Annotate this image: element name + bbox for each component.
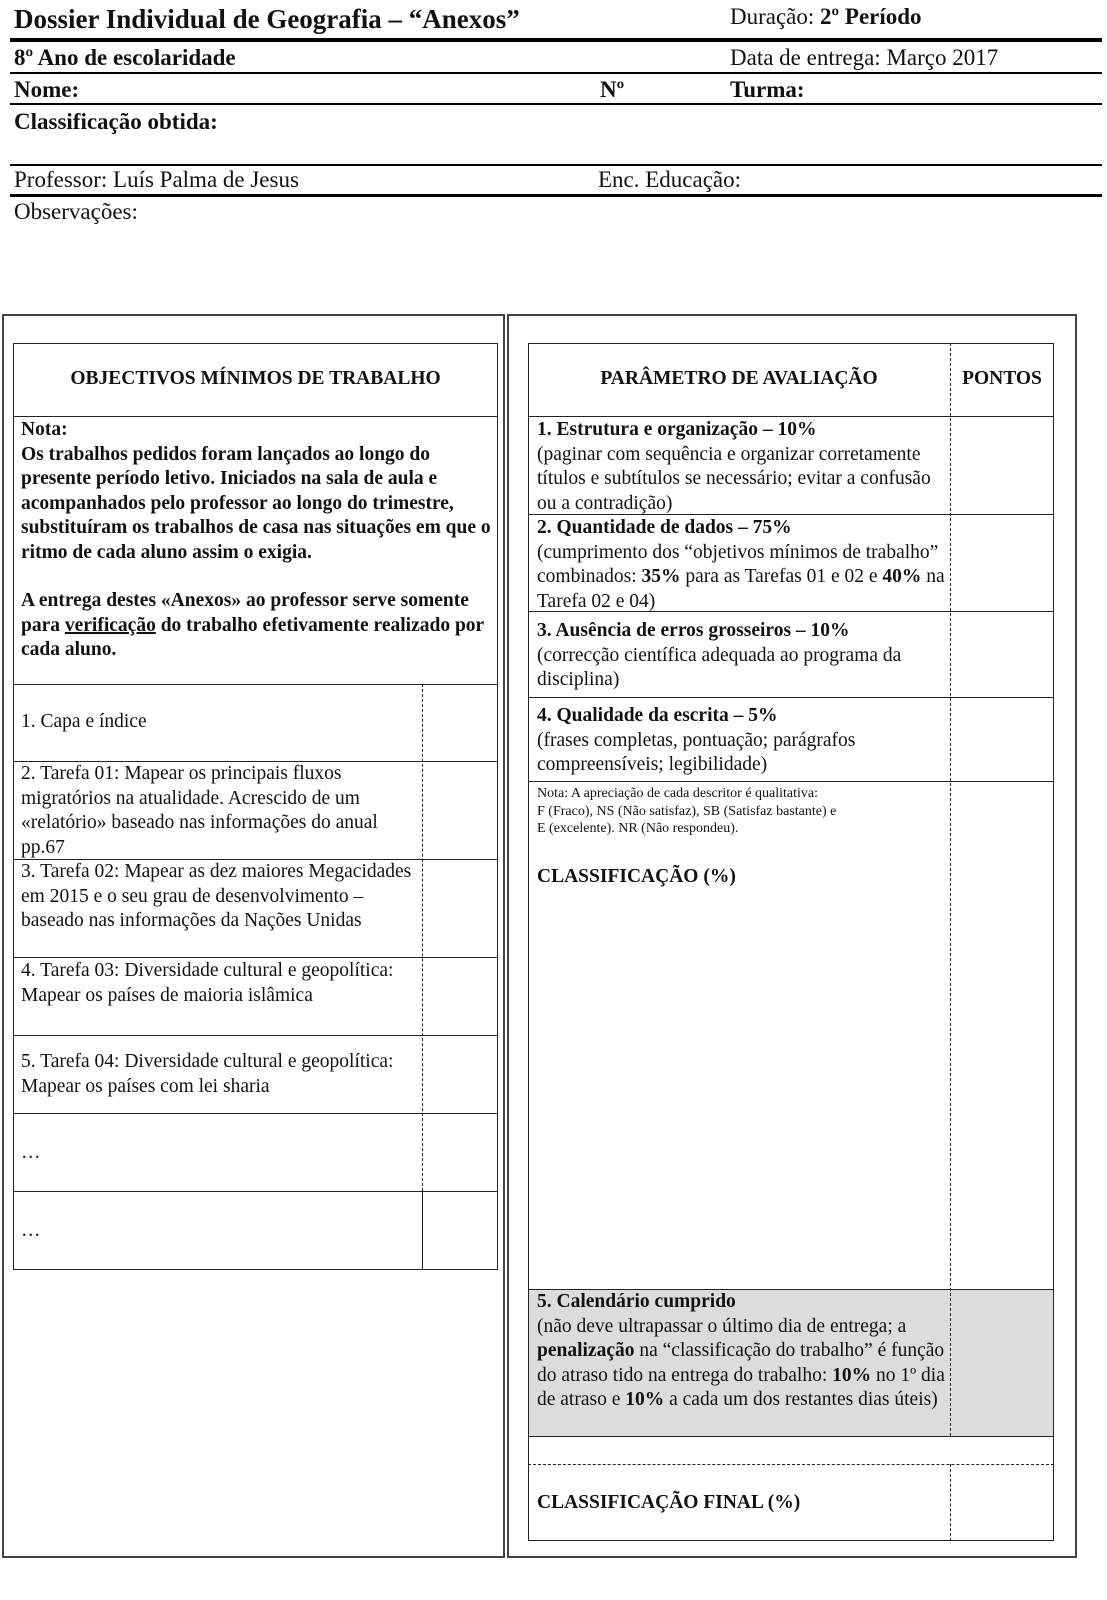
note-paragraph: Os trabalhos pedidos foram lançados ao longo do presente período letivo. Iniciados na sala de aula e acompanhados pelo professor ao longo do trimestre, substituíram os trabalhos de casa nas situações em que o ritmo de cada aluno assim o exigia.	[21, 443, 491, 563]
criterion-5	[537, 1290, 945, 1413]
note-line: Nota: A apreciação de cada descritor é qualitativa:	[537, 786, 819, 801]
list-item: 3. Tarefa 02: Mapear as dez maiores Megacidades em 2015 e o seu grau de desenvolvimento – baseado nas informações da Nações Unidas	[21, 861, 412, 931]
due-date: Data de entrega: Março 2017	[730, 45, 999, 70]
row-divider	[528, 611, 1054, 612]
row-divider	[13, 1113, 498, 1114]
note-title: Nota:	[21, 419, 68, 440]
criterion-text: para as Tarefas 01 e 02 e	[680, 566, 883, 587]
name-field-label: Nome:	[14, 77, 80, 102]
criterion-percent: 10%	[832, 1364, 872, 1386]
class-field-label: Turma:	[730, 77, 805, 102]
criterion-3	[537, 619, 945, 693]
row-divider	[528, 416, 1054, 417]
duration	[730, 4, 922, 30]
criterion-percent: 10%	[625, 1389, 665, 1410]
school-year: 8º Ano de escolaridade	[14, 45, 236, 70]
points-column-divider	[950, 1464, 951, 1541]
note-underlined-word: verificação	[64, 614, 156, 636]
final-classification-label: CLASSIFICAÇÃO FINAL (%)	[537, 1492, 801, 1513]
row-divider	[13, 1035, 498, 1036]
divider	[10, 194, 1102, 197]
row-divider	[528, 514, 1054, 515]
teacher-name: Professor: Luís Palma de Jesus	[14, 167, 299, 192]
criterion-percent: 35%	[641, 566, 681, 587]
row-divider	[13, 416, 498, 417]
document-title: Dossier Individual de Geografia – “Anexos”	[14, 4, 520, 34]
points-heading: PONTOS	[962, 368, 1042, 389]
divider	[10, 103, 1102, 105]
note-text: do trabalho efetivamente realizado por cada aluno.	[21, 614, 484, 660]
divider	[10, 164, 1102, 166]
row-divider	[528, 1464, 1054, 1465]
qualitative-note	[537, 785, 945, 838]
criterion-title: 4. Qualidade da escrita – 5%	[537, 705, 778, 726]
criterion-text: (não deve ultrapassar o último dia de entrega; a	[537, 1315, 907, 1337]
criterion-title: 2. Quantidade de dados – 75%	[537, 517, 792, 538]
checkbox-column-divider	[422, 1191, 423, 1270]
criterion-text: na “classificação do trabalho” é função do atraso tido na entrega do trabalho:	[537, 1340, 945, 1386]
criterion-text: no 1º dia de atraso e	[537, 1364, 945, 1410]
objectives-heading: OBJECTIVOS MÍNIMOS DE TRABALHO	[70, 368, 441, 389]
evaluation-heading: PARÂMETRO DE AVALIAÇÃO	[600, 368, 878, 389]
note-block	[21, 418, 491, 663]
list-item: 2. Tarefa 01: Mapear os principais fluxos migratórios na atualidade. Acrescido de um «relatório» baseado nas informações do anual pp.67	[21, 763, 378, 858]
duration-value: 2º Período	[820, 4, 922, 29]
criterion-description	[537, 1315, 945, 1413]
list-item: 5. Tarefa 04: Diversidade cultural e geopolítica: Mapear os países com lei sharia	[21, 1051, 394, 1097]
grade-field-label: Classificação obtida:	[14, 109, 218, 134]
criterion-description: (correcção científica adequada ao programa da disciplina)	[537, 644, 902, 690]
criterion-1	[537, 418, 945, 516]
criterion-2	[537, 516, 945, 614]
criterion-title: 3. Ausência de erros grosseiros – 10%	[537, 620, 850, 641]
criterion-text: a cada um dos restantes dias úteis)	[664, 1389, 938, 1410]
points-column-divider	[950, 343, 951, 1436]
list-item: 1. Capa e índice	[21, 711, 147, 732]
list-item: …	[21, 1142, 41, 1163]
checkbox-column-divider	[422, 684, 423, 1191]
number-field-label: Nº	[600, 77, 625, 102]
note-line: F (Fraco), NS (Não satisfaz), SB (Satisfaz bastante) e	[537, 803, 837, 819]
list-item: …	[21, 1220, 41, 1241]
note-paragraph	[21, 589, 491, 663]
row-divider	[528, 781, 1054, 782]
divider	[10, 38, 1102, 42]
row-divider	[13, 1191, 498, 1192]
duration-label: Duração:	[730, 4, 821, 29]
criterion-description: (frases completas, pontuação; parágrafos compreensíveis; legibilidade)	[537, 729, 856, 775]
row-divider	[528, 697, 1054, 698]
criterion-description: (paginar com sequência e organizar corretamente títulos e subtítulos se necessário; evitar a confusão ou a contradição)	[537, 443, 931, 514]
criterion-title: 1. Estrutura e organização – 10%	[537, 419, 817, 440]
row-divider	[13, 684, 498, 685]
observations-label: Observações:	[14, 199, 138, 224]
row-divider	[528, 1436, 1054, 1437]
list-item: 4. Tarefa 03: Diversidade cultural e geopolítica: Mapear os países de maioria islâmica	[21, 960, 394, 1006]
criterion-text: (cumprimento dos “objetivos mínimos de trabalho” combinados:	[537, 541, 939, 587]
criterion-text: na Tarefa 02 e 04)	[537, 566, 945, 612]
divider	[10, 72, 1102, 74]
criterion-emphasis: penalização	[537, 1340, 635, 1361]
guardian-field-label: Enc. Educação:	[598, 167, 742, 192]
criterion-percent: 40%	[882, 566, 922, 587]
criterion-description	[537, 541, 945, 615]
note-text: A entrega destes «Anexos» ao professor serve somente para	[21, 590, 469, 636]
row-divider	[13, 957, 498, 958]
note-line: E (excelente). NR (Não respondeu).	[537, 821, 739, 836]
criterion-4	[537, 704, 945, 778]
criterion-title: 5. Calendário cumprido	[537, 1291, 736, 1312]
classification-label: CLASSIFICAÇÃO (%)	[537, 866, 736, 887]
